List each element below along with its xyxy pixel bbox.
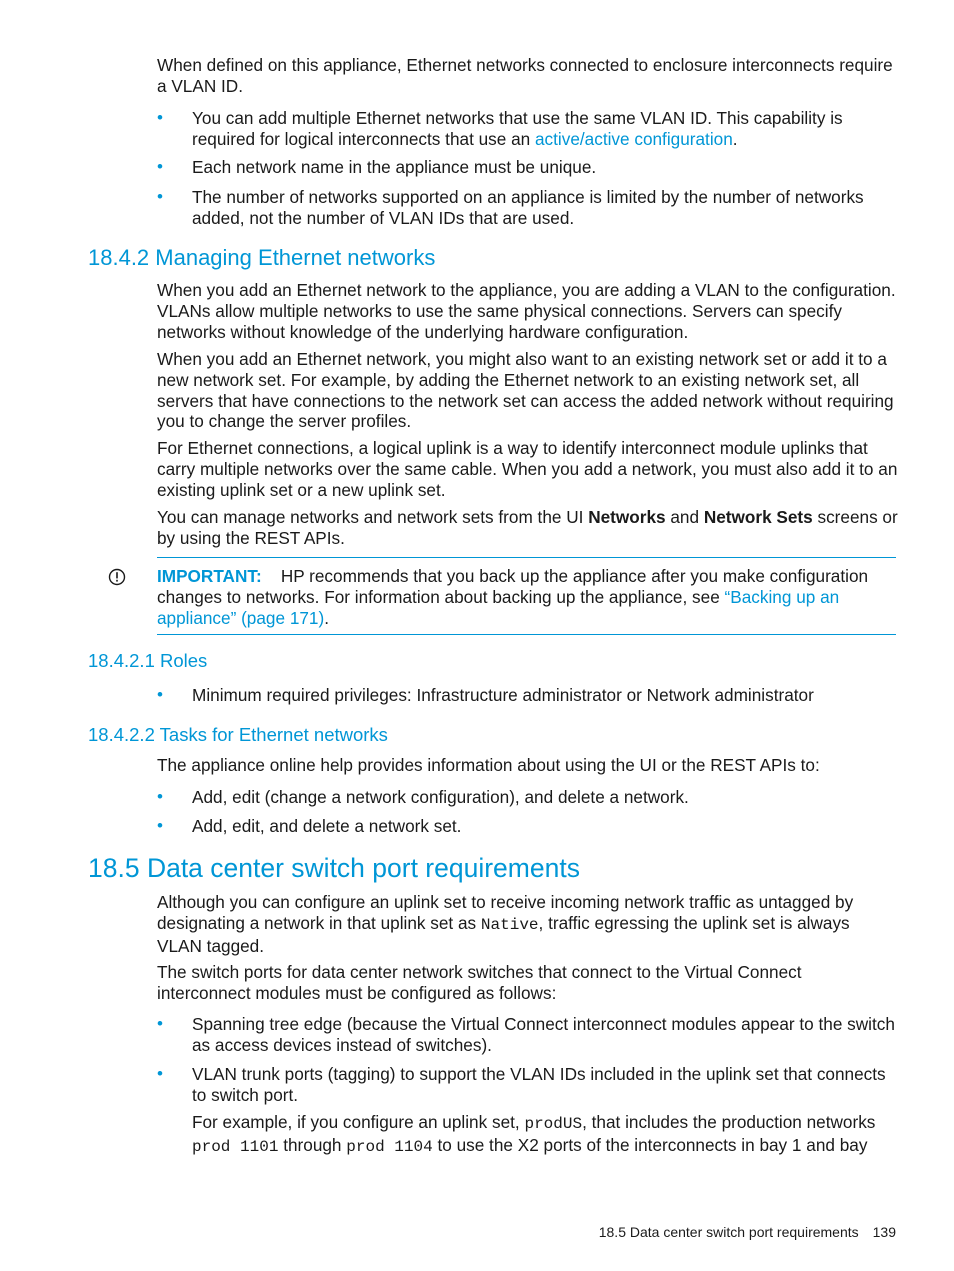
list-item: • The number of networks supported on an appliance is limited by the number of networks added, not the number of VLAN IDs that are used. <box>157 187 864 228</box>
backing-up-appliance-link[interactable]: “Backing up an appliance” (page 171) <box>157 586 840 628</box>
code-produs: prodUS <box>524 1115 583 1133</box>
important-icon <box>108 568 126 586</box>
code-prod-1101: prod 1101 <box>192 1137 279 1156</box>
bullet-icon: • <box>157 1014 163 1033</box>
bullet-icon: • <box>157 187 163 206</box>
important-label: IMPORTANT: <box>157 566 262 586</box>
list-item: • Spanning tree edge (because the Virtual Connect interconnect modules appear to the switch as access devices instead of switches). <box>157 1014 895 1055</box>
list-item: • VLAN trunk ports (tagging) to support the VLAN IDs included in the uplink set that connects to switch port. <box>157 1064 886 1105</box>
bullet-icon: • <box>157 816 163 835</box>
code-native: Native <box>480 915 539 934</box>
section-heading-18-4-2-2: 18.4.2.2 Tasks for Ethernet networks <box>88 724 388 745</box>
section-heading-18-4-2-1: 18.4.2.1 Roles <box>88 650 208 671</box>
list-item: • Add, edit, and delete a network set. <box>157 816 462 836</box>
bullet-icon: • <box>157 108 163 127</box>
page-number: 139 <box>872 1224 896 1240</box>
list-item: • Minimum required privileges: Infrastructure administrator or Network administrator <box>157 685 814 705</box>
section-heading-18-5: 18.5 Data center switch port requirements <box>88 853 580 883</box>
paragraph: For example, if you configure an uplink set, prodUS, that includes the production networks prod 1101 through prod 1104 to use the X2 ports of the interconnects in bay 1 and bay <box>192 1112 876 1156</box>
bullet-icon: • <box>157 157 163 176</box>
intro-paragraph: When defined on this appliance, Ethernet networks connected to enclosure interconnects require a VLAN ID. <box>157 55 893 96</box>
list-item: • Each network name in the appliance must be unique. <box>157 157 597 177</box>
list-item: • You can add multiple Ethernet networks that use the same VLAN ID. This capability is required for logical interconnects that use an active/active configuration. <box>157 108 843 149</box>
networks-ui-term: Networks <box>588 507 666 527</box>
important-note: IMPORTANT: HP recommends that you back up the appliance after you make configuration changes to networks. For information about backing up the appliance, see “Backing up an appliance” (page 171). <box>157 566 869 628</box>
paragraph: Although you can configure an uplink set to receive incoming network traffic as untagged by designating a network in that uplink set as Native, traffic egressing the uplink set is always VLAN tagged. <box>157 892 854 956</box>
paragraph: When you add an Ethernet network, you might also want to an existing network set or add it to a new network set. For example, by adding the Ethernet network to an existing network set, all servers that have connections to the network set can access the added network without requiring you to change the server profiles. <box>157 349 894 432</box>
bullet-icon: • <box>157 787 163 806</box>
list-item: • Add, edit (change a network configuration), and delete a network. <box>157 787 689 807</box>
paragraph: When you add an Ethernet network to the appliance, you are adding a VLAN to the configuration. VLANs allow multiple networks to use the same physical connections. Servers can specify networks without knowledge of the underlying hardware configuration. <box>157 280 896 342</box>
divider <box>157 634 896 635</box>
paragraph: For Ethernet connections, a logical uplink is a way to identify interconnect module uplinks that carry multiple networks over the same cable. When you add a network, you must also add it to an existing uplink set or a new uplink set. <box>157 438 898 500</box>
section-heading-18-4-2: 18.4.2 Managing Ethernet networks <box>88 245 436 270</box>
network-sets-ui-term: Network Sets <box>703 507 813 527</box>
paragraph: The switch ports for data center network switches that connect to the Virtual Connect interconnect modules must be configured as follows: <box>157 962 802 1003</box>
page-footer <box>599 1223 896 1241</box>
divider <box>157 557 896 558</box>
active-active-config-link[interactable]: active/active configuration <box>535 128 733 149</box>
paragraph: The appliance online help provides information about using the UI or the REST APIs to: <box>157 755 820 775</box>
bullet-icon: • <box>157 1064 163 1083</box>
bullet-icon: • <box>157 685 163 704</box>
paragraph: You can manage networks and network sets from the UI Networks and Network Sets screens or by using the REST APIs. <box>157 507 898 548</box>
footer-section-title: 18.5 Data center switch port requirements <box>598 1224 859 1240</box>
code-prod-1104: prod 1104 <box>346 1137 433 1156</box>
